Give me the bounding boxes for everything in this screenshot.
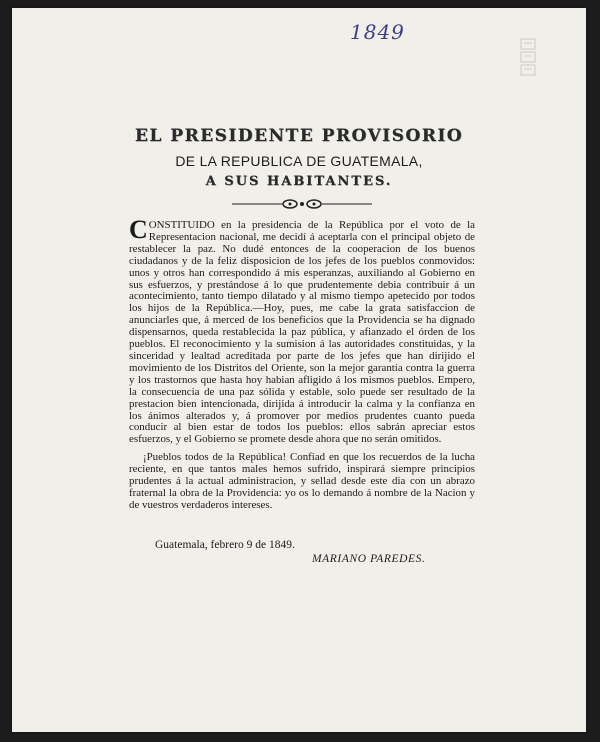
- handwritten-year-annotation: 1849: [350, 20, 405, 44]
- library-stamp-icon: [520, 38, 536, 76]
- body-paragraph-1: CONSTITUIDO en la presidencia de la República por el voto de la Representacion nacional, me decidí á aceptarla con el principal objeto de restablecer la paz. No dudé entonces de la cooperacion de los buenos ciudadanos y de la feliz disposicion de los jefes de los pueblos conmovidos: unos y otros han correspondido á mis esperanzas, auxiliando al Gobierno en sus esfuerzos, y prestándose á lo que prudentemente debia contribuir á un acontecimiento, tanto tiempo dilatado y al mismo tiempo apetecido por todos los hijos de la República.—Hoy, pues, me cabe la grata satisfaccion de anunciarles que, á merced de los beneficios que la Providencia se ha dignado dispensarnos, queda restablecida la paz pública, y afianzado el órden de los pueblos. El reconocimiento y la sumision á las autoridades constituidas, y la sinceridad y lealtad acreditada por parte de los jefes que han dirijido el movimiento de los Distritos del Oriente, son la mejor garantía contra la guerra y los trastornos que hasta hoy habian afligido á los mismos pueblos. Empero, la consecuencia de una paz sólida y estable, solo puede ser resultado de la prestacion bien intencionada, dirijida á introducir la calma y la confianza en los ánimos alterados y, á promover por medios prudentes cuanto pueda conducir al bien estar de todos los pueblos: ellos sabrán apreciar estos esfuerzos, y el Gobierno se promete desde ahora que no serán omitidos.: [129, 215, 475, 446]
- proclamation-body: [129, 215, 475, 512]
- body-paragraph-2: ¡Pueblos todos de la República! Confiad en que los recuerdos de la lucha reciente, en que tantos males hemos sufrido, inspirará siempre principios prudentes á la actual administracion, y sellad desde este dia con un abrazo fraternal la obra de la Providencia: yo os lo demando á nombre de la Nacion y de vuestros verdaderos intereses.: [129, 451, 475, 511]
- dateline: Guatemala, febrero 9 de 1849.: [155, 539, 295, 551]
- document-page: [12, 8, 586, 732]
- scroll-ornament-icon: [232, 198, 372, 210]
- heading-line-1: EL PRESIDENTE PROVISORIO: [134, 126, 464, 146]
- signature: MARIANO PAREDES.: [312, 553, 426, 565]
- heading-line-3: A SUS HABITANTES.: [205, 174, 393, 189]
- heading-line-2: DE LA REPUBLICA DE GUATEMALA,: [175, 153, 423, 169]
